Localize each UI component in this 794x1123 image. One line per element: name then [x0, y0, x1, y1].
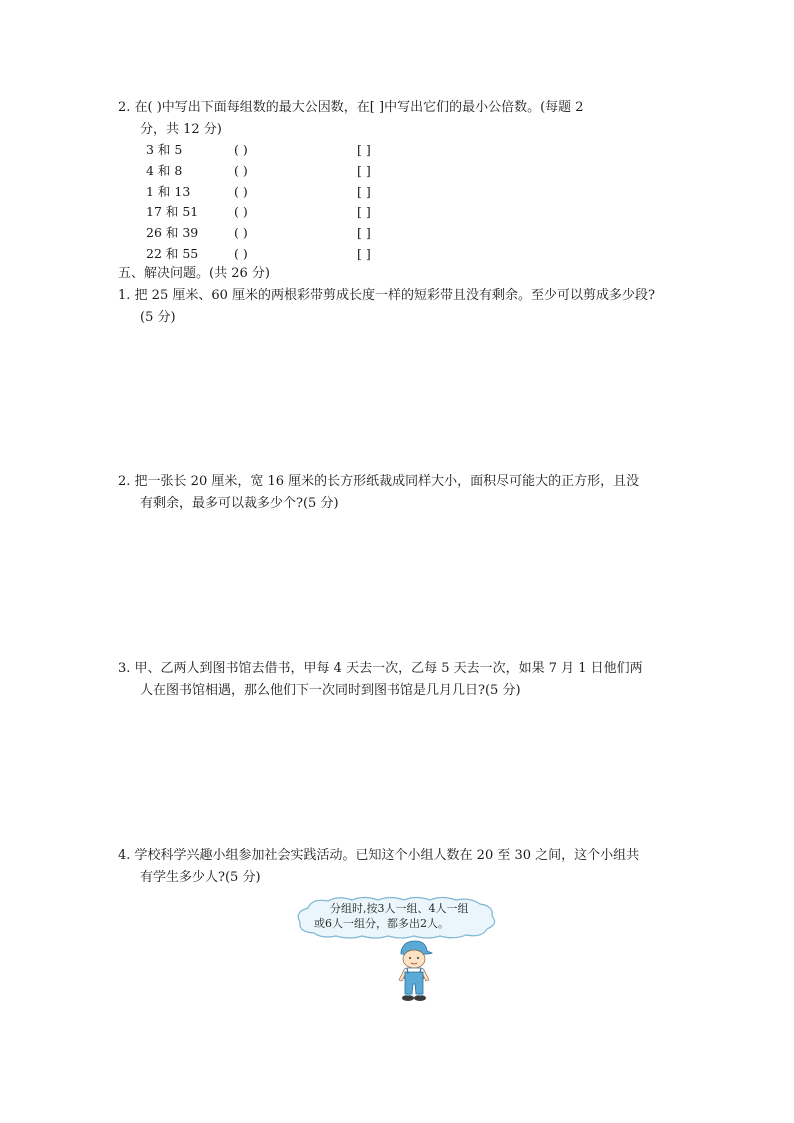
number-pair: 1 和 13: [146, 183, 191, 199]
lcm-answer-blank: [ ]: [357, 142, 371, 157]
number-pair: 4 和 8: [146, 162, 183, 178]
problem-2-line1: 2. 把一张长 20 厘米，宽 16 厘米的长方形纸裁成同样大小，面积尽可能大的正方形，且没: [118, 474, 640, 489]
problem-4-line1: 4. 学校科学兴趣小组参加社会实践活动。已知这个小组人数在 20 至 30 之间，这个小组共: [118, 848, 640, 863]
gcd-answer-blank: ( ): [234, 162, 248, 178]
gcd-answer-blank: ( ): [234, 142, 248, 157]
number-pair: 17 和 51: [146, 204, 199, 220]
number-pair: 22 和 55: [146, 246, 199, 261]
gcd-answer-blank: ( ): [234, 246, 248, 261]
number-pair: 26 和 39: [146, 225, 199, 241]
problem-2-line2: 有剩余，最多可以裁多少个?(5 分): [140, 496, 339, 511]
lcm-answer-blank: [ ]: [357, 225, 371, 241]
problem-1-line2: (5 分): [140, 310, 176, 325]
gcd-answer-blank: ( ): [234, 183, 248, 199]
section-heading: 五、解决问题。(共 26 分): [118, 266, 270, 281]
problem-3-line2: 人在图书馆相遇，那么他们下一次同时到图书馆是几月几日?(5 分): [140, 683, 521, 698]
question-2-line1: 2. 在( )中写出下面每组数的最大公因数，在[ ]中写出它们的最小公倍数。(每题 2: [118, 100, 584, 115]
speech-bubble: [294, 896, 500, 940]
problem-4-line2: 有学生多少人?(5 分): [140, 870, 261, 885]
lcm-answer-blank: [ ]: [357, 183, 371, 199]
number-pair: 3 和 5: [146, 142, 183, 157]
student-boy-illustration: [390, 938, 438, 1008]
gcd-answer-blank: ( ): [234, 225, 248, 241]
lcm-answer-blank: [ ]: [357, 204, 371, 220]
problem-3-line1: 3. 甲、乙两人到图书馆去借书，甲每 4 天去一次，乙每 5 天去一次，如果 7 月 1 日他们两: [118, 661, 643, 676]
lcm-answer-blank: [ ]: [357, 162, 371, 178]
lcm-answer-blank: [ ]: [357, 246, 371, 261]
question-2-line2: 分，共 12 分): [140, 122, 222, 137]
gcd-answer-blank: ( ): [234, 204, 248, 220]
bubble-text-line2: 或6人一组分，都多出2人。: [314, 917, 449, 930]
bubble-text-line1: 分组时,按3人一组、4人一组: [330, 902, 469, 915]
problem-1-line1: 1. 把 25 厘米、60 厘米的两根彩带剪成长度一样的短彩带且没有剩余。至少可以剪成多少段?: [118, 288, 655, 303]
